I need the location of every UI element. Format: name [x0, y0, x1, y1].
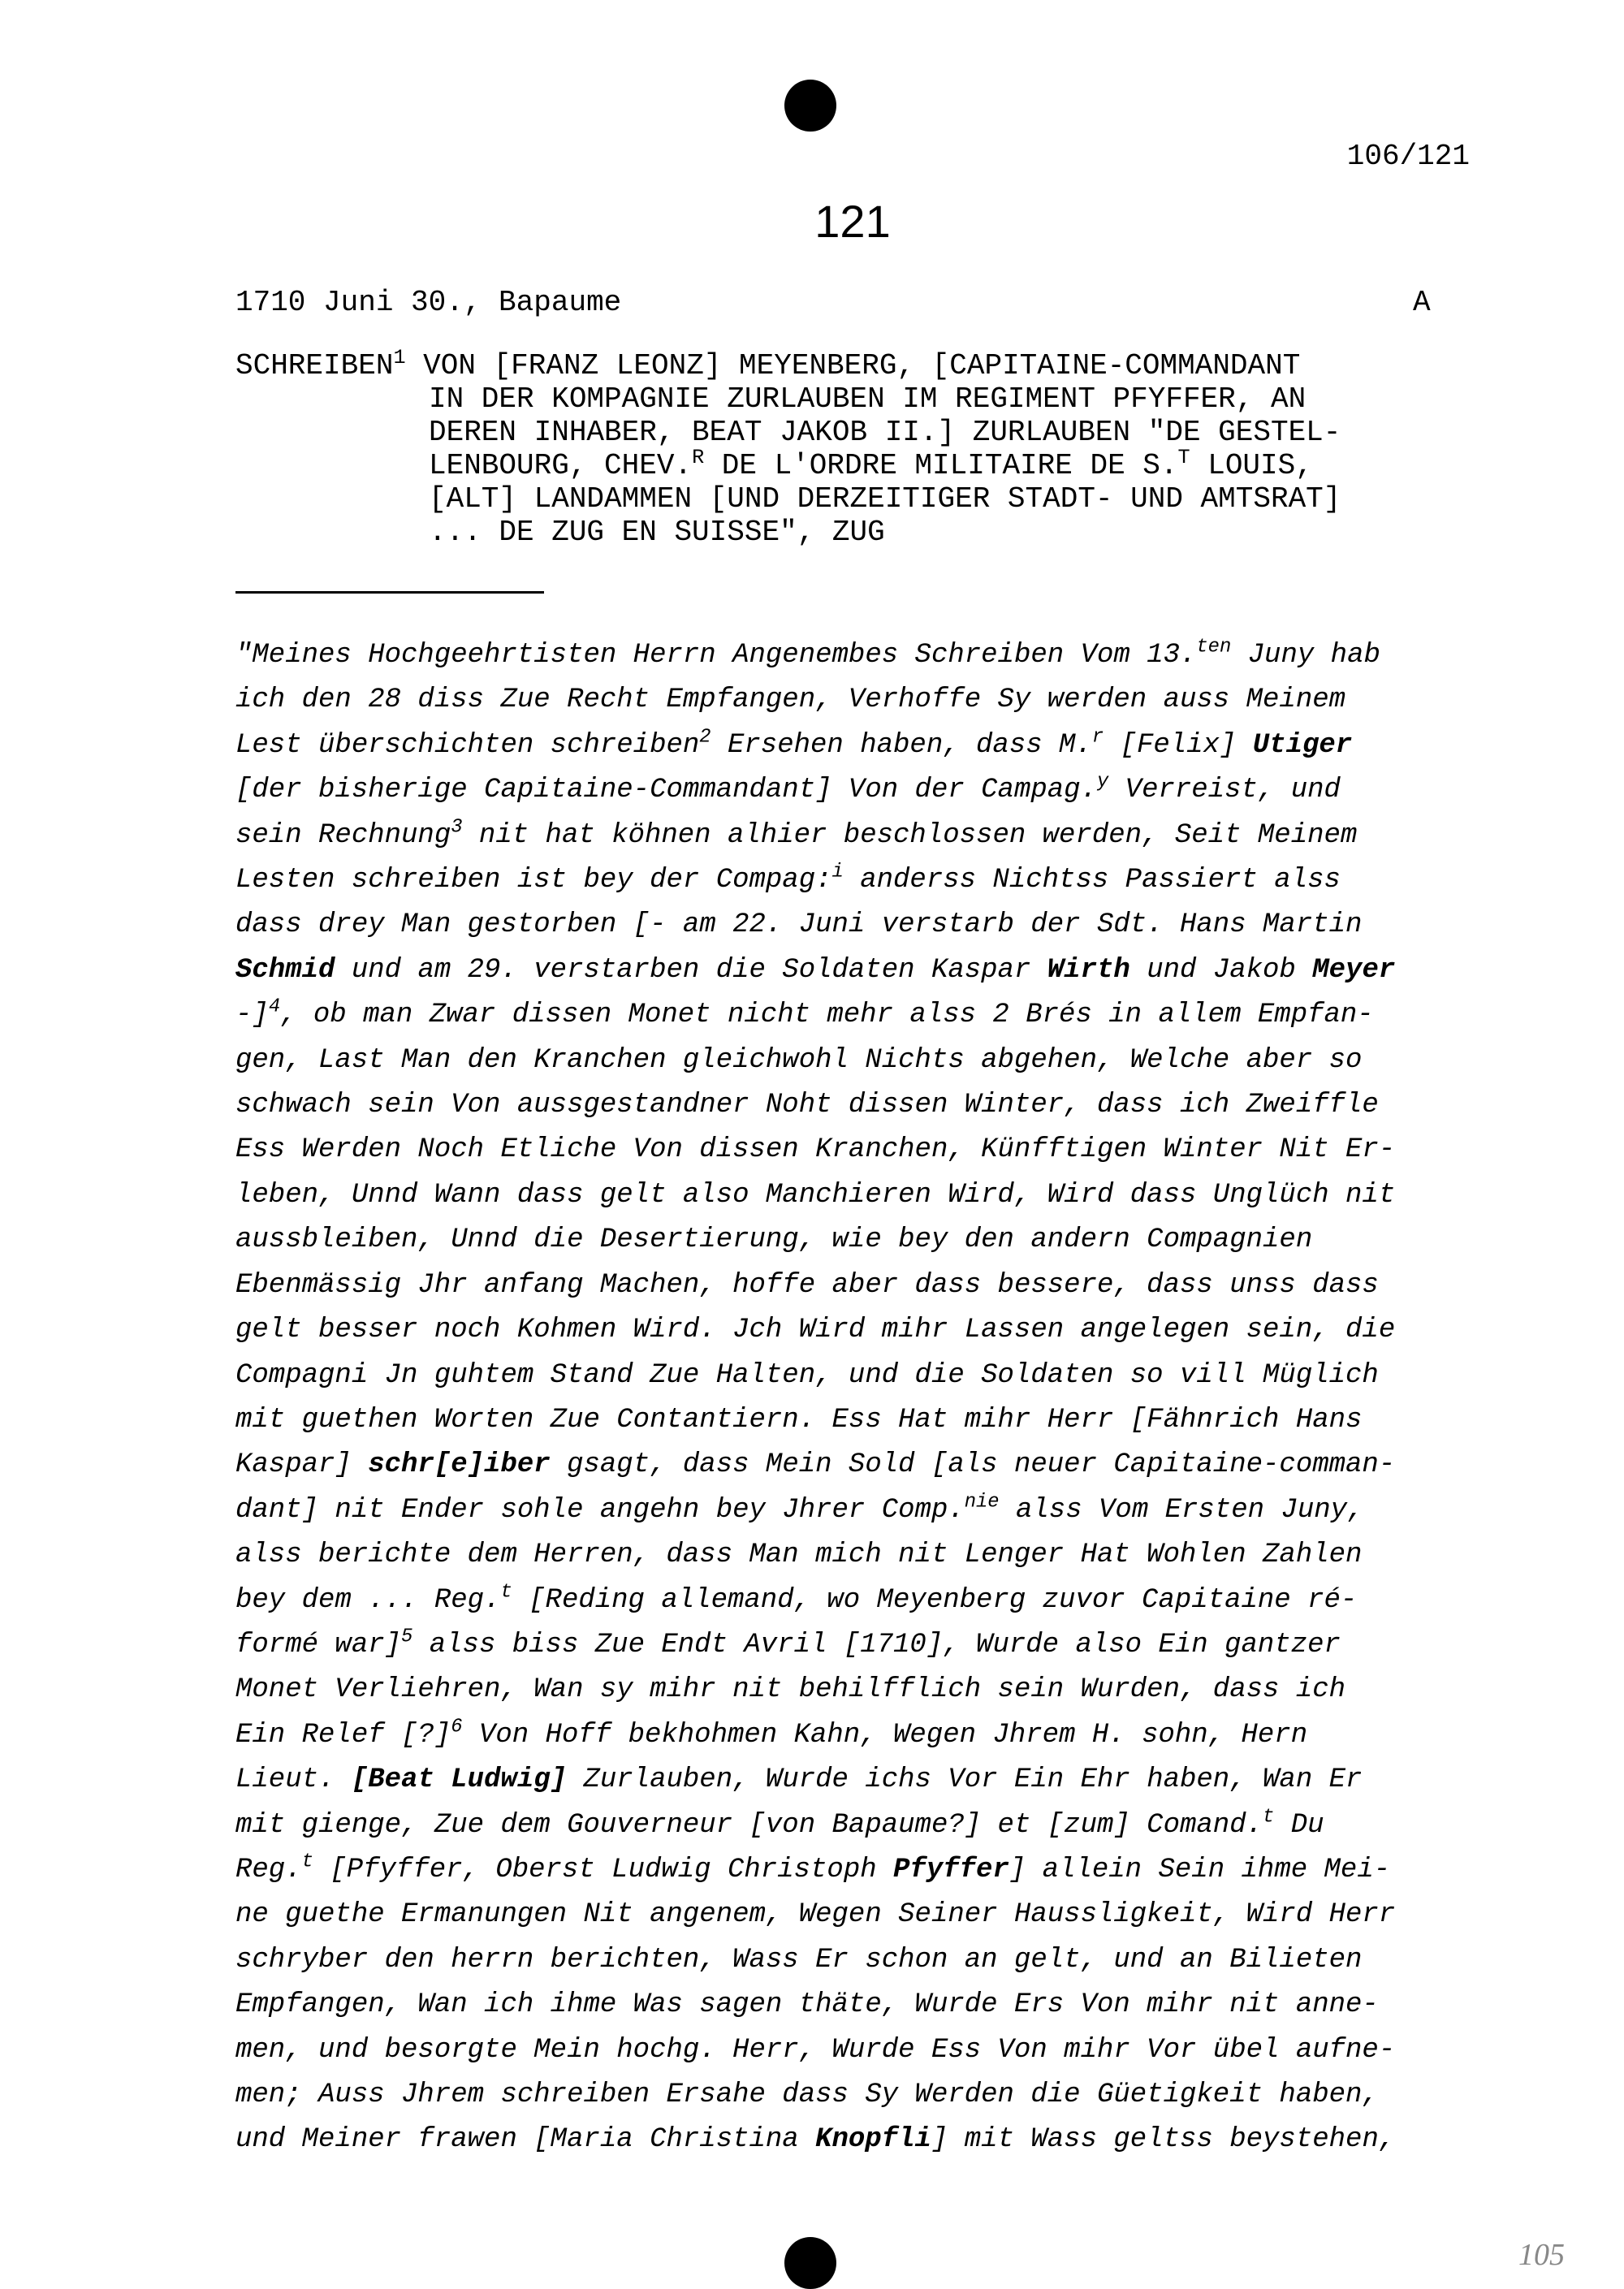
text-line: Ess Werden Noch Etliche Von dissen Kranchen, Künfftigen Winter Nit Er- [235, 1134, 1396, 1166]
text-line: Compagni Jn guhtem Stand Zue Halten, und die Soldaten so vill Müglich [235, 1359, 1379, 1391]
document-number: 121 [814, 196, 891, 247]
text-line: ich den 28 diss Zue Recht Empfangen, Verhoffe Sy werden auss Meinem [235, 685, 1346, 716]
text-line: formé war]$^5$ alss biss Zue Endt Avril [1710], Wurde also Ein gantzer [235, 1626, 1341, 1661]
text-line: [der bisherige Capitaine-Commandant] Von der Campag.$^y$ Verreist, und [235, 771, 1341, 806]
punch-hole-top [784, 80, 836, 132]
date-place: 1710 Juni 30., Bapaume [235, 286, 622, 319]
text-line: mit gienge, Zue dem Gouverneur [von Bapaume?] et [zum] Comand.$^t$ Du [235, 1806, 1324, 1841]
text-line: sein Rechnung$^3$ nit hat köhnen alhier beschlossen werden, Seit Meinem [235, 816, 1358, 851]
text-line: alss berichte dem Herren, dass Man mich nit Lenger Hat Wohlen Zahlen [235, 1540, 1363, 1571]
heading-line: DEREN INHABER, BEAT JAKOB II.] ZURLAUBEN "DE GESTEL- [429, 416, 1341, 449]
copy-mark: A [1413, 286, 1431, 319]
text-line: leben, Unnd Wann dass gelt also Manchieren Wird, Wird dass Unglüch nit [235, 1179, 1396, 1211]
letter-text [235, 633, 1478, 2163]
text-line: aussbleiben, Unnd die Desertierung, wie bey den andern Compagnien [235, 1224, 1313, 1256]
text-line: Empfangen, Wan ich ihme Was sagen thäte, Wurde Ers Von mihr nit anne- [235, 1989, 1379, 2021]
text-line: schryber den herrn berichten, Wass Er schon an gelt, und an Bilieten [235, 1944, 1363, 1976]
text-line: Monet Verliehren, Wan sy mihr nit behilfflich sein Wurden, dass ich [235, 1674, 1346, 1706]
text-line: men; Auss Jhrem schreiben Ersahe dass Sy Werden die Güetigkeit haben, [235, 2080, 1379, 2110]
text-line: -]$^4$, ob man Zwar dissen Monet nicht mehr alss 2 Brés in allem Empfan- [235, 995, 1374, 1031]
document-heading [235, 346, 1478, 549]
text-line: Lesten schreiben ist bey der Compag:$^i$ anderss Nichtss Passiert alss [235, 861, 1341, 896]
text-line: Schmid und am 29. verstarben die Soldaten Kaspar Wirth und Jakob Meyer [235, 954, 1396, 986]
text-line: gen, Last Man den Kranchen gleichwohl Nichts abgehen, Welche aber so [235, 1044, 1363, 1076]
text-line: Lest überschichten schreiben$^2$ Ersehen haben, dass M.$^r$ [Felix] Utiger [235, 726, 1353, 761]
text-line: Ebenmässig Jhr anfang Machen, hoffe aber dass bessere, dass unss dass [235, 1269, 1379, 1301]
punch-hole-bottom [784, 2237, 836, 2289]
text-line: ne guethe Ermanungen Nit angenem, Wegen Seiner Haussligkeit, Wird Herr [235, 1899, 1396, 1931]
heading-line: SCHREIBEN$^1$ VON [FRANZ LEONZ] MEYENBERG, [CAPITAINE-COMMANDANT [235, 346, 1301, 382]
text-line: gelt besser noch Kohmen Wird. Jch Wird mihr Lassen angelegen sein, die [235, 1315, 1396, 1346]
heading-line: ... DE ZUG EN SUISSE", ZUG [429, 516, 885, 549]
text-line: dant] nit Ender sohle angehn bey Jhrer Comp.$^{nie}$ alss Vom Ersten Juny, [235, 1491, 1364, 1526]
handwritten-annotation: 105 [1518, 2238, 1565, 2272]
heading-line: IN DER KOMPAGNIE ZURLAUBEN IM REGIMENT PFYFFER, AN [429, 382, 1307, 416]
text-line: schwach sein Von aussgestandner Noht dissen Winter, dass ich Zweiffle [235, 1090, 1379, 1121]
heading-line: [ALT] LANDAMMEN [UND DERZEITIGER STADT- UND AMTSRAT] [429, 482, 1341, 516]
separator-rule [235, 591, 544, 594]
text-line: Ein Relef [?]$^6$ Von Hoff bekhohmen Kahn, Wegen Jhrem H. sohn, Hern [235, 1716, 1308, 1751]
text-line: Lieut. [Beat Ludwig] Zurlauben, Wurde ichs Vor Ein Ehr haben, Wan Er [235, 1764, 1363, 1796]
text-line: "Meines Hochgeehrtisten Herrn Angenembes Schreiben Vom 13.$^{ten}$ Juny hab [235, 636, 1380, 671]
text-line: men, und besorgte Mein hochg. Herr, Wurde Ess Von mihr Vor übel aufne- [235, 2034, 1396, 2066]
text-line: mit guethen Worten Zue Contantiern. Ess Hat mihr Herr [Fähnrich Hans [235, 1404, 1363, 1436]
text-line: Reg.$^t$ [Pfyffer, Oberst Ludwig Christoph Pfyffer] allein Sein ihme Mei- [235, 1851, 1391, 1885]
text-line: dass drey Man gestorben [- am 22. Juni verstarb der Sdt. Hans Martin [235, 909, 1363, 941]
heading-line: LENBOURG, CHEV.$^R$ DE L'ORDRE MILITAIRE DE S.$^T$ LOUIS, [429, 446, 1313, 482]
text-line: und Meiner frawen [Maria Christina Knopfli] mit Wass geltss beystehen, [235, 2124, 1396, 2156]
text-line: bey dem ... Reg.$^t$ [Reding allemand, wo Meyenberg zuvor Capitaine ré- [235, 1581, 1358, 1616]
folio-number: 106/121 [1346, 140, 1470, 173]
text-line: Kaspar] schr[e]iber gsagt, dass Mein Sold [als neuer Capitaine-comman- [235, 1449, 1396, 1481]
